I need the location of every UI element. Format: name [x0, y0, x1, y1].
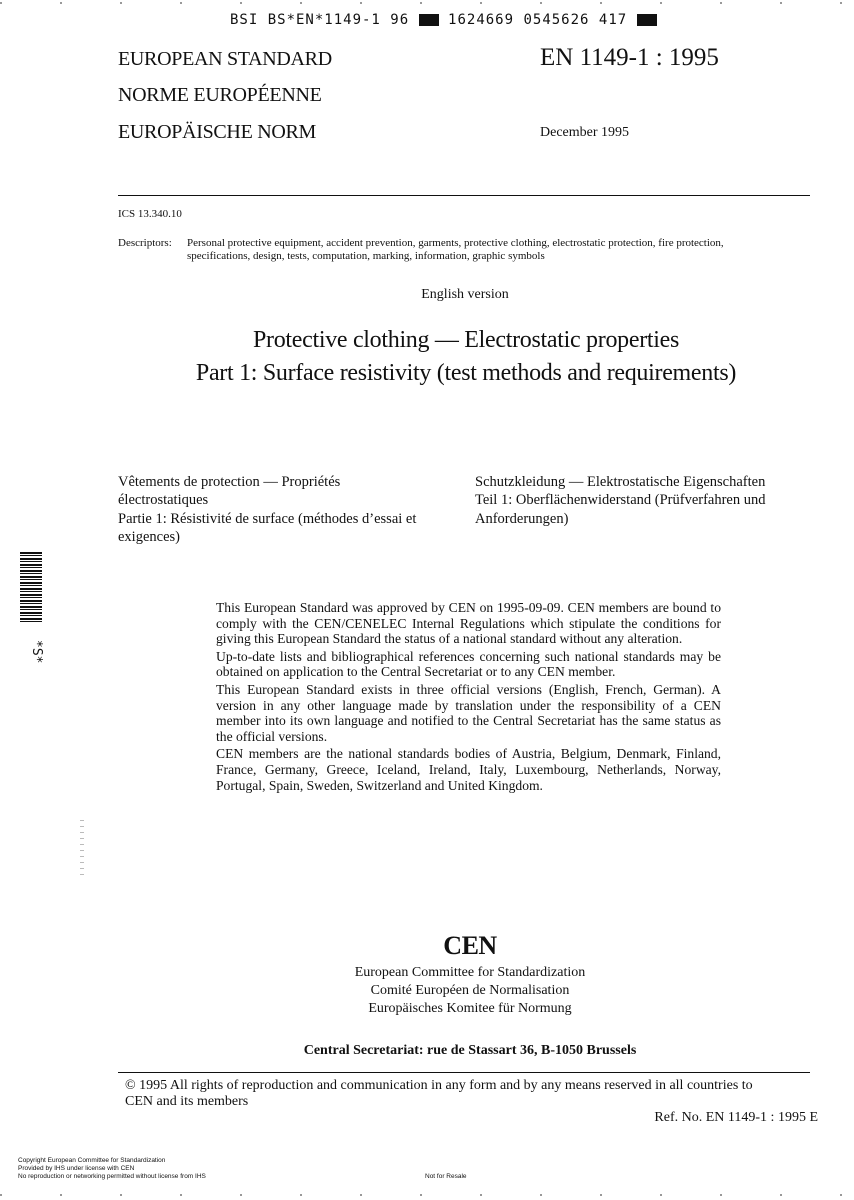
standard-number: EN 1149-1 : 1995 — [540, 44, 719, 71]
designation-en: EUROPEAN STANDARD — [118, 48, 332, 70]
reference-number: Ref. No. EN 1149-1 : 1995 E — [654, 1110, 818, 1125]
top-scan-line — [0, 2, 854, 4]
body-paragraph: This European Standard exists in three official versions (English, French, German). A version in any other language made by translation under the responsibility of a CEN member into its own language and notified to the Central Secretariat has the same status as the official versions. — [216, 681, 721, 744]
title-de-line1: Schutzkleidung — Elektrostatische Eigenschaften — [475, 474, 766, 490]
header-code-b: 1624669 0545626 417 — [448, 12, 628, 28]
ics-code: ICS 13.340.10 — [118, 208, 182, 220]
body-paragraph: Up-to-date lists and bibliographical references concerning such national standards may be obtained on application to the Central Secretariat or to any CEN member. — [216, 648, 721, 680]
bottom-scan-line — [0, 1194, 854, 1196]
scan-artifact — [80, 820, 84, 880]
designation-fr: NORME EUROPÉENNE — [118, 84, 322, 106]
language-version: English version — [421, 287, 509, 302]
barcode-block-icon — [637, 14, 657, 26]
header-code — [230, 12, 657, 28]
body-paragraph: CEN members are the national standards bodies of Austria, Belgium, Denmark, Finland, France, Germany, Greece, Iceland, Ireland, Italy, Luxembourg, Netherlands, Norway, Portugal, Spain, Sweden, Switzerland and United Kingdom. — [216, 746, 721, 793]
cen-name-fr: Comité Européen de Normalisation — [370, 983, 570, 998]
header-code-a: BSI BS*EN*1149-1 96 — [230, 12, 410, 28]
title-fr-line4: exigences) — [118, 528, 180, 545]
cen-secretariat: Central Secretariat: rue de Stassart 36, B-1050 Brussels — [303, 1043, 637, 1058]
footer-rule — [118, 1072, 810, 1073]
approval-notes — [216, 600, 721, 795]
designation-de: EUROPÄISCHE NORM — [118, 121, 317, 143]
header-rule — [118, 195, 810, 196]
copyright-line2: CEN and its members — [125, 1094, 249, 1109]
title-line1: Protective clothing — Electrostatic properties — [252, 327, 680, 353]
descriptors-line1: Personal protective equipment, accident prevention, garments, protective clothing, electrostatic protection, fire protection, — [187, 237, 724, 249]
title-french — [118, 473, 463, 546]
footer-line3: No reproduction or networking permitted without license from IHS — [18, 1172, 206, 1180]
descriptors-line2: specifications, design, tests, computation, marking, information, graphic symbols — [187, 250, 545, 262]
cen-logo: CEN — [443, 931, 497, 960]
title-fr-line1: Vêtements de protection — Propriétés — [118, 474, 341, 490]
publication-date: December 1995 — [540, 125, 630, 140]
title-fr-line3: Partie 1: Résistivité de surface (méthodes d’essai et — [118, 510, 417, 527]
title-fr-line2: électrostatiques — [118, 492, 209, 509]
cen-name-en: European Committee for Standardization — [354, 965, 586, 980]
barcode-block-icon — [419, 14, 439, 26]
title-german — [475, 473, 820, 528]
cen-name-de: Europäisches Komitee für Normung — [368, 1001, 572, 1016]
footer-notice — [18, 1157, 206, 1180]
side-code: *S* — [29, 640, 44, 664]
descriptors-label: Descriptors: — [118, 237, 172, 249]
copyright-line1: © 1995 All rights of reproduction and communication in any form and by any means reserved in all countries to — [125, 1078, 753, 1093]
footer-line2: Provided by IHS under license with CEN — [18, 1164, 135, 1172]
title-de-line2: Teil 1: Oberflächenwiderstand (Prüfverfahren und — [475, 492, 766, 509]
title-line2: Part 1: Surface resistivity (test methods and requirements) — [195, 360, 737, 386]
body-paragraph: This European Standard was approved by CEN on 1995-09-09. CEN members are bound to comply with the CEN/CENELEC Internal Regulations which stipulate the conditions for giving this European Standard the status of a national standard without any alteration. — [216, 600, 721, 647]
title-de-line3: Anforderungen) — [475, 510, 569, 527]
not-for-resale: Not for Resale — [425, 1173, 467, 1180]
footer-line1: Copyright European Committee for Standardization — [18, 1157, 166, 1164]
side-barcode-icon — [20, 552, 42, 622]
